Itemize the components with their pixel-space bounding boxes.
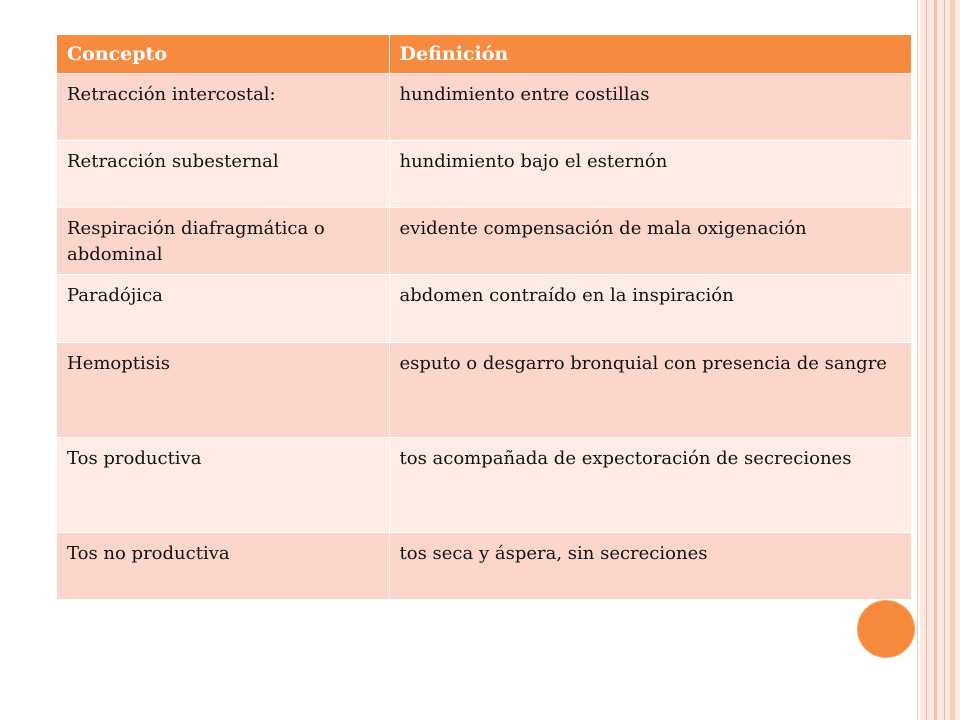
concept-cell: Tos productiva: [57, 437, 389, 532]
decoration-line: [944, 0, 945, 720]
concept-cell: Respiración diafragmática o abdominal: [57, 207, 389, 274]
right-decoration: [920, 0, 960, 720]
table-row: [57, 342, 911, 437]
definition-cell: tos seca y áspera, sin secreciones: [389, 532, 911, 599]
definition-cell: esputo o desgarro bronquial con presencia de sangre: [389, 342, 911, 437]
table-row: [57, 140, 911, 207]
decoration-line: [926, 0, 927, 720]
concept-cell: Hemoptisis: [57, 342, 389, 437]
concept-cell: Retracción intercostal:: [57, 73, 389, 140]
concept-cell: Paradójica: [57, 274, 389, 342]
definition-cell: abdomen contraído en la inspiración: [389, 274, 911, 342]
concept-cell: Tos no productiva: [57, 532, 389, 599]
header-definicion: Definición: [389, 35, 911, 73]
concept-cell: Retracción subesternal: [57, 140, 389, 207]
accent-circle: [857, 600, 915, 658]
table-row: [57, 73, 911, 140]
table-row: [57, 532, 911, 599]
table-row: [57, 207, 911, 274]
decoration-line: [950, 0, 955, 720]
definitions-table: [57, 35, 911, 599]
definition-cell: hundimiento entre costillas: [389, 73, 911, 140]
definition-cell: hundimiento bajo el esternón: [389, 140, 911, 207]
definition-cell: evidente compensación de mala oxigenación: [389, 207, 911, 274]
header-concepto: Concepto: [57, 35, 389, 73]
definition-cell: tos acompañada de expectoración de secreciones: [389, 437, 911, 532]
decoration-line: [934, 0, 937, 720]
table-header-row: [57, 35, 911, 73]
table-row: [57, 437, 911, 532]
table-row: [57, 274, 911, 342]
